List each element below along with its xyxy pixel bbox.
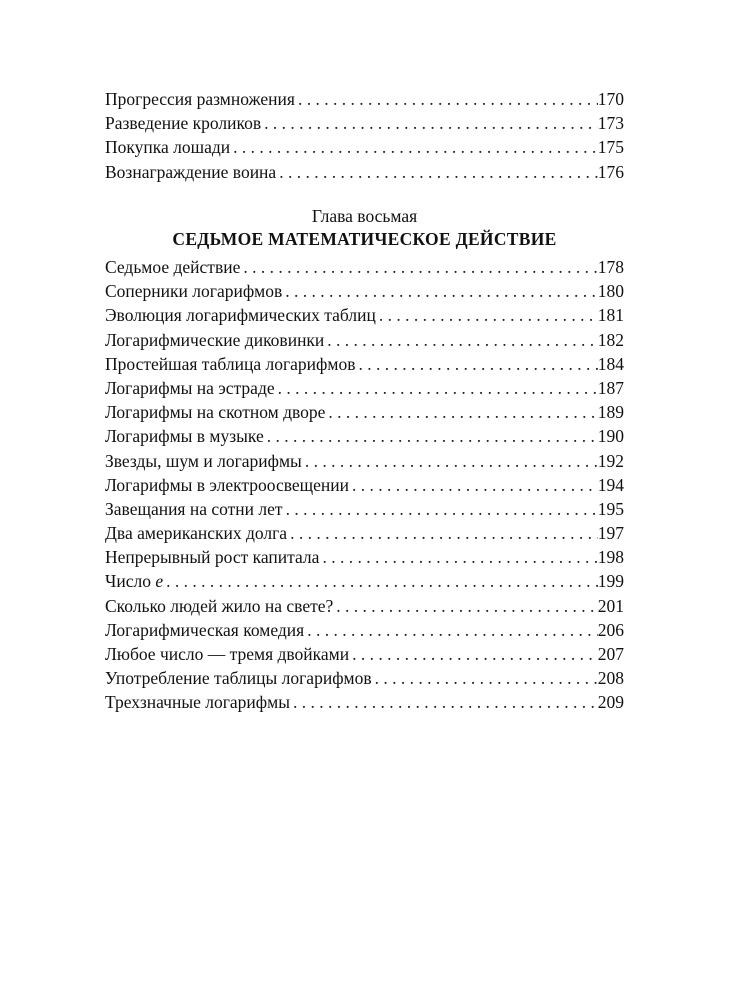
toc-entry	[105, 352, 624, 376]
toc-entry	[105, 87, 624, 111]
toc-entry	[105, 400, 624, 424]
toc-entry-page: 190	[597, 426, 624, 447]
toc-entry	[105, 521, 624, 545]
toc-entry-page: 209	[597, 692, 624, 713]
dot-leader	[304, 618, 598, 642]
toc-entry-title: Логарифмы в электроосвещении	[105, 474, 349, 495]
dot-leader	[240, 255, 597, 279]
toc-entry-page: 207	[597, 644, 624, 664]
toc-entry	[105, 594, 624, 618]
toc-entry-page: 170	[597, 89, 624, 109]
toc-entry	[105, 135, 624, 159]
toc-entry-page: 201	[597, 595, 624, 616]
toc-entry-title: Употребление таблицы логарифмов	[105, 668, 372, 689]
dot-leader	[264, 424, 598, 448]
toc-entry-title: Трехзначные логарифмы	[105, 692, 290, 713]
toc-entry-title: Логарифмы на скотном дворе	[105, 402, 326, 423]
toc-entry-page: 208	[597, 668, 624, 689]
dot-leader	[372, 666, 598, 690]
toc-entry-page: 198	[597, 547, 624, 568]
toc-entry-title-text: Число	[105, 571, 151, 592]
toc-entry-title: Звезды, шум и логарифмы	[105, 450, 302, 471]
dot-leader	[319, 545, 597, 569]
dot-leader	[290, 690, 598, 714]
toc-entry-page: 175	[597, 137, 624, 158]
dot-leader	[287, 521, 598, 545]
toc-entry-page: 173	[597, 113, 624, 134]
toc-entry-title: Соперники логарифмов	[105, 281, 283, 302]
chapter-title: СЕДЬМОЕ МАТЕМАТИЧЕСКОЕ ДЕЙСТВИЕ	[172, 229, 557, 249]
toc-entry-page: 178	[597, 257, 624, 277]
toc-entry	[105, 618, 624, 642]
toc-entry-page: 182	[597, 329, 624, 350]
euler-number-symbol: e	[155, 571, 164, 592]
toc-entry-title: Прогрессия размножения	[105, 89, 295, 109]
toc-entry-title: Сколько людей жило на свете?	[105, 595, 334, 616]
toc-entry	[105, 279, 624, 303]
toc-entry-title	[105, 569, 163, 593]
toc-entry-page: 181	[597, 305, 624, 326]
toc-entry-page: 189	[597, 402, 624, 423]
dot-leader	[282, 279, 598, 303]
toc-section-previous-chapter	[105, 87, 624, 184]
dot-leader	[261, 111, 598, 135]
dot-leader	[355, 352, 597, 376]
toc-entry	[105, 666, 624, 690]
chapter-label: Глава восьмая	[311, 206, 418, 226]
toc-entry-title: Любое число — тремя двойками	[105, 644, 350, 664]
toc-entry-page: 194	[597, 474, 624, 495]
dot-leader	[324, 328, 597, 352]
toc-entry	[105, 449, 624, 473]
toc-entry-page: 192	[597, 450, 624, 471]
toc-entry-title: Покупка лошади	[105, 137, 231, 158]
toc-entry	[105, 690, 624, 714]
toc-entry-title: Непрерывный рост капитала	[105, 547, 320, 568]
toc-entry	[105, 424, 624, 448]
dot-leader	[376, 303, 598, 327]
toc-entry-title: Седьмое действие	[105, 257, 241, 277]
toc-section-chapter-eight	[105, 205, 624, 715]
toc-entry-page: 176	[597, 161, 624, 182]
toc-entry-title: Вознаграждение воина	[105, 161, 277, 182]
toc-entry-title: Завещания на сотни лет	[105, 498, 283, 519]
dot-leader	[230, 135, 598, 159]
toc-entry	[105, 642, 624, 666]
dot-leader	[283, 497, 598, 521]
toc-entry	[105, 545, 624, 569]
toc-entry-title: Логарифмическая комедия	[105, 619, 305, 640]
dot-leader	[163, 569, 598, 593]
toc-entry	[105, 160, 624, 184]
toc-entry	[105, 473, 624, 497]
toc-entry-title: Два американских долга	[105, 523, 288, 544]
toc-entry-title: Простейшая таблица логарифмов	[105, 353, 356, 374]
toc-entry	[105, 111, 624, 135]
dot-leader	[275, 376, 598, 400]
dot-leader	[349, 473, 598, 497]
toc-entry-title: Эволюция логарифмических таблиц	[105, 305, 376, 326]
toc-entry-page: 199	[597, 571, 624, 592]
dot-leader	[333, 594, 597, 618]
dot-leader	[295, 87, 598, 111]
toc-entry-page: 195	[597, 498, 624, 519]
toc-entry	[105, 303, 624, 327]
toc-entry	[105, 497, 624, 521]
toc-entry-page: 180	[597, 281, 624, 302]
toc-entry-page: 187	[597, 377, 624, 398]
toc-entry-title: Логарифмические диковинки	[105, 329, 325, 350]
toc-entry-title: Логарифмы на эстраде	[105, 377, 275, 398]
dot-leader	[325, 400, 597, 424]
dot-leader	[349, 642, 598, 666]
toc-entry	[105, 255, 624, 279]
toc-entry-page: 197	[597, 523, 624, 544]
toc-entry	[105, 328, 624, 352]
toc-entry-page: 184	[597, 353, 624, 374]
dot-leader	[276, 160, 598, 184]
toc-entry	[105, 569, 624, 593]
toc-entry	[105, 376, 624, 400]
dot-leader	[302, 449, 598, 473]
toc-entry-page: 206	[597, 619, 624, 640]
toc-entry-title: Разведение кроликов	[105, 113, 262, 134]
toc-entry-title: Логарифмы в музыке	[105, 426, 264, 447]
